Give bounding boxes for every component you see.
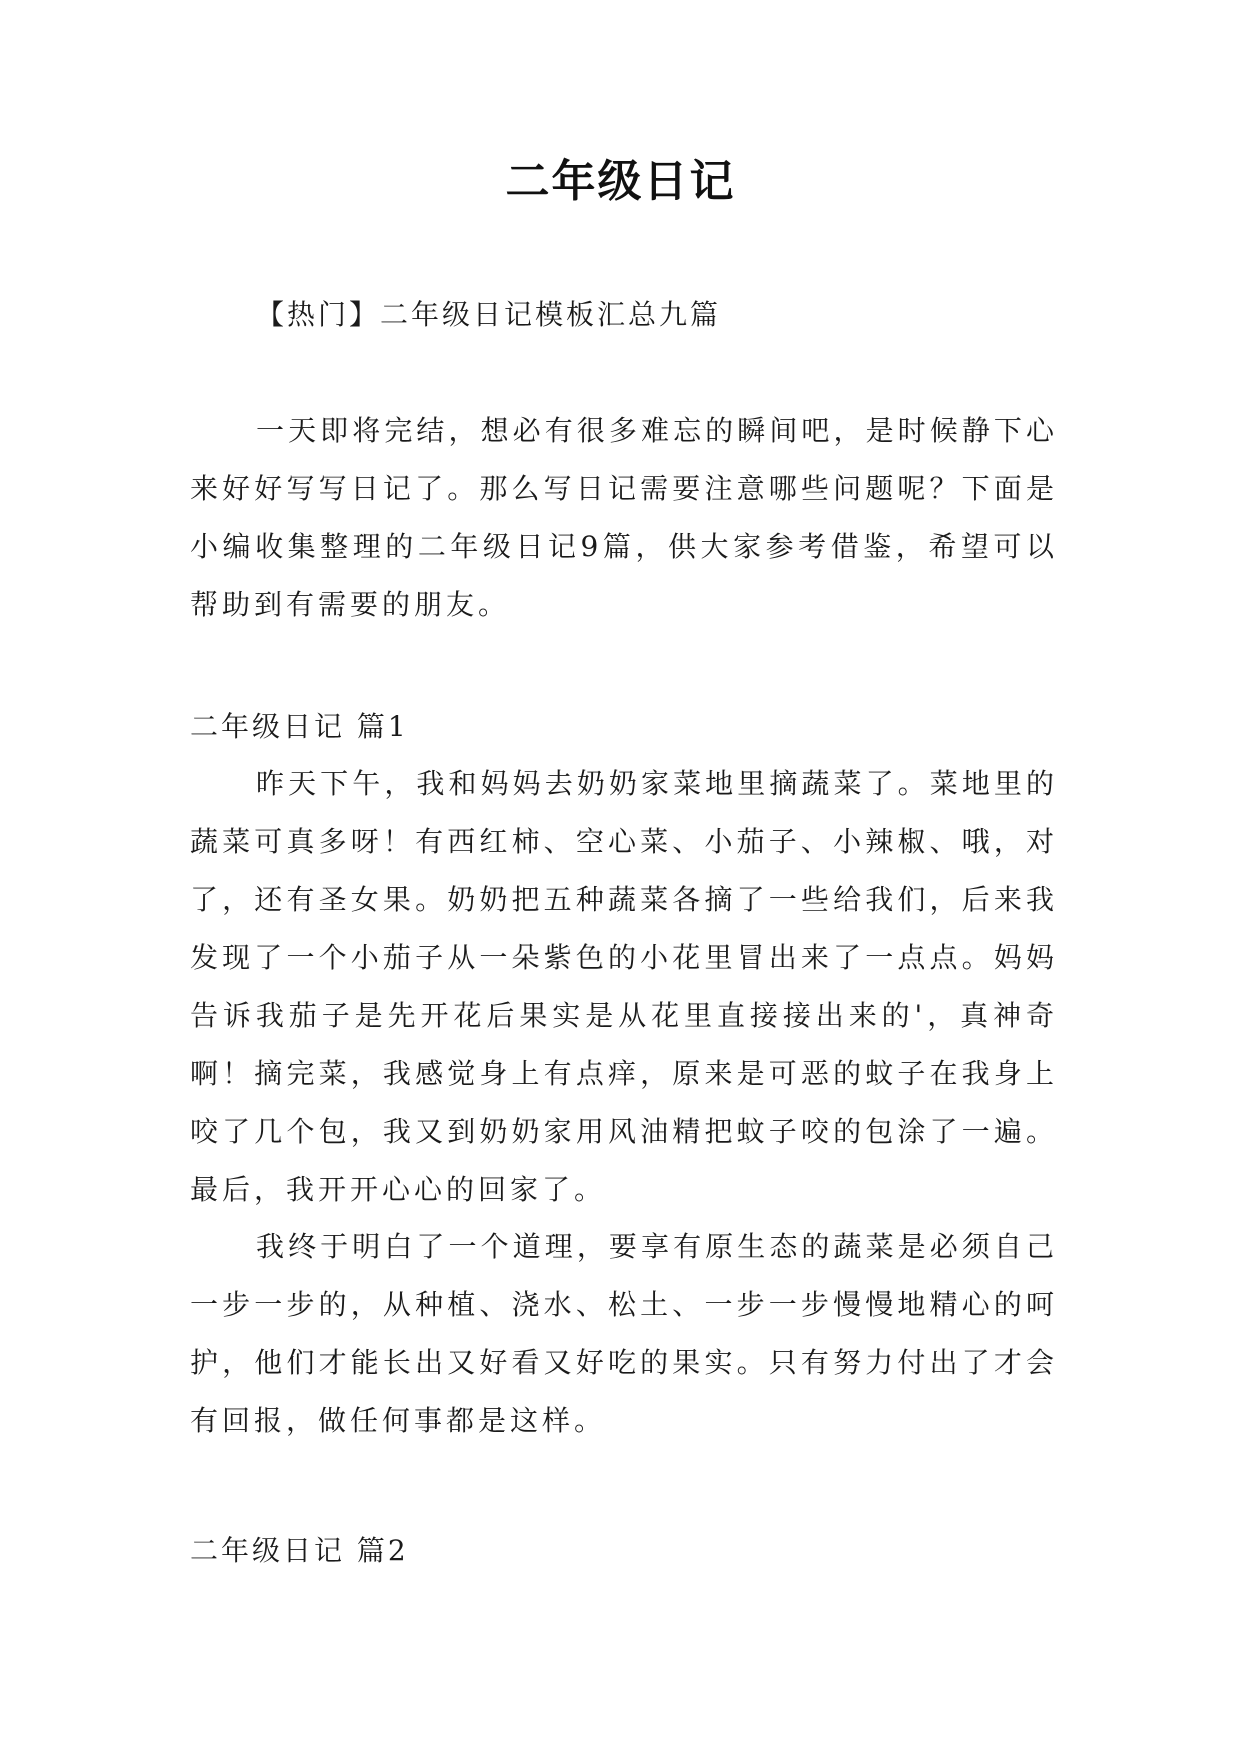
section-1-paragraph-1: 昨天下午，我和妈妈去奶奶家菜地里摘蔬菜了。菜地里的蔬菜可真多呀！有西红柿、空心菜、小茄子、小辣椒、哦，对了，还有圣女果。奶奶把五种蔬菜各摘了一些给我们，后来我发现了一个小茄子从一朵紫色的小花里冒出来了一点点。妈妈告诉我茄子是先开花后果实是从花里直接接出来的'，真神奇啊！摘完菜，我感觉身上有点痒，原来是可恶的蚊子在我身上咬了几个包，我又到奶奶家用风油精把蚊子咬的包涂了一遍。最后，我开开心心的回家了。 — [190, 767, 1058, 1206]
section-heading-2: 二年级日记 篇2 — [190, 1534, 409, 1567]
document-subtitle: 【热门】二年级日记模板汇总九篇 — [256, 298, 722, 331]
section-1-paragraph-2: 我终于明白了一个道理，要享有原生态的蔬菜是必须自己一步一步的，从种植、浇水、松土、一步一步慢慢地精心的呵护，他们才能长出又好看又好吃的果实。只有努力付出了才会有回报，做任何事都是这样。 — [190, 1230, 1058, 1437]
section-heading-1: 二年级日记 篇1 — [190, 710, 409, 743]
intro-paragraph: 一天即将完结，想必有很多难忘的瞬间吧，是时候静下心来好好写写日记了。那么写日记需要注意哪些问题呢？下面是小编收集整理的二年级日记9篇，供大家参考借鉴，希望可以帮助到有需要的朋友。 — [190, 414, 1058, 621]
page-title: 二年级日记 — [505, 156, 736, 207]
